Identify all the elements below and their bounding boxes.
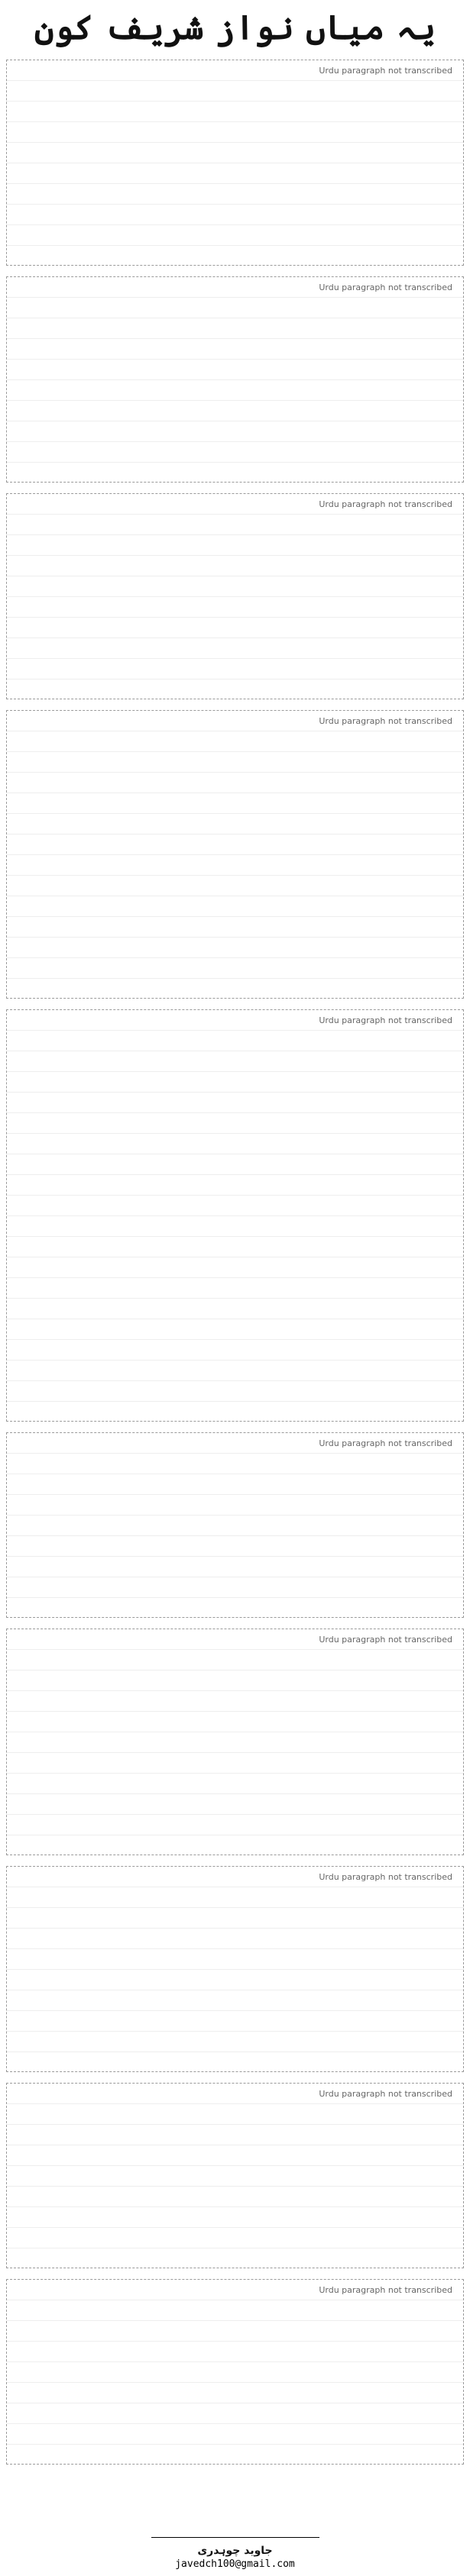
- article-paragraph: [6, 60, 464, 266]
- article-paragraph: [6, 1432, 464, 1618]
- paragraph-gap-label: Urdu paragraph not transcribed: [314, 65, 457, 76]
- paragraph-gap-label: Urdu paragraph not transcribed: [314, 1438, 457, 1449]
- article-footer: [0, 2534, 470, 2570]
- article-paragraph: [6, 1629, 464, 1855]
- author-email: javedch100@gmail.com: [175, 2558, 295, 2570]
- article-paragraph: [6, 493, 464, 699]
- paragraph-gap-label: Urdu paragraph not transcribed: [314, 1871, 457, 1883]
- article-body: [5, 56, 465, 2541]
- author-byline: جاوید چوہدری: [197, 2545, 273, 2557]
- paragraph-gap-label: Urdu paragraph not transcribed: [314, 499, 457, 510]
- paragraph-gap-label: Urdu paragraph not transcribed: [314, 2284, 457, 2296]
- paragraph-gap-label: Urdu paragraph not transcribed: [314, 2088, 457, 2100]
- article-paragraph: [6, 2083, 464, 2268]
- paragraph-gap-label: Urdu paragraph not transcribed: [314, 1634, 457, 1645]
- article-paragraph: [6, 710, 464, 999]
- article-paragraph: [6, 1009, 464, 1422]
- article-paragraph: [6, 2279, 464, 2465]
- article-paragraph: [6, 276, 464, 483]
- footer-divider: [151, 2537, 319, 2538]
- paragraph-gap-label: Urdu paragraph not transcribed: [314, 715, 457, 727]
- article-paragraph: [6, 1866, 464, 2072]
- paragraph-gap-label: Urdu paragraph not transcribed: [314, 1015, 457, 1026]
- article-headline: یہ میاں نواز شریف کون: [34, 8, 436, 47]
- paragraph-gap-label: Urdu paragraph not transcribed: [314, 282, 457, 293]
